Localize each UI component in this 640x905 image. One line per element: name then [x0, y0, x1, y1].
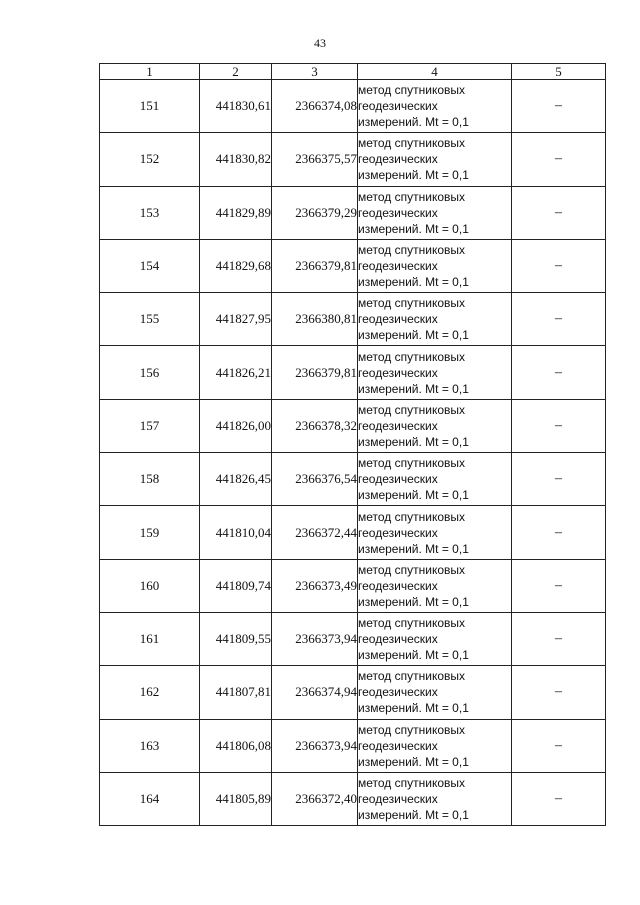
header-col-4: 4	[358, 64, 512, 80]
method-line: измерений. Mt = 0,1	[358, 488, 469, 503]
point-number-cell: 158	[100, 453, 200, 506]
x-coordinate-cell: 441829,68	[200, 239, 272, 292]
y-coordinate-cell: 2366375,57	[272, 133, 358, 186]
header-col-3: 3	[272, 64, 358, 80]
method-line: метод спутниковых	[358, 509, 466, 524]
method-line: метод спутниковых	[358, 722, 466, 737]
header-col-2: 2	[200, 64, 272, 80]
method-line: геодезических	[358, 738, 438, 753]
method-line: измерений. Mt = 0,1	[358, 541, 469, 556]
col5-cell: –	[512, 293, 606, 346]
table-row	[100, 80, 606, 133]
col5-cell: –	[512, 399, 606, 452]
table-body	[100, 80, 606, 826]
method-line: метод спутниковых	[358, 243, 466, 258]
point-number-cell: 156	[100, 346, 200, 399]
method-line: геодезических	[358, 365, 438, 380]
table-row	[100, 239, 606, 292]
y-coordinate-cell: 2366374,94	[272, 666, 358, 719]
method-cell	[358, 239, 512, 292]
method-line: измерений. Mt = 0,1	[358, 221, 469, 236]
method-line: геодезических	[358, 312, 438, 327]
method-cell	[358, 559, 512, 612]
point-number-cell: 160	[100, 559, 200, 612]
col5-cell: –	[512, 559, 606, 612]
method-line: метод спутниковых	[358, 776, 466, 790]
y-coordinate-cell: 2366379,29	[272, 186, 358, 239]
method-line: измерений. Mt = 0,1	[358, 115, 469, 130]
method-cell	[358, 506, 512, 559]
method-line: измерений. Mt = 0,1	[358, 381, 469, 396]
table-header-row	[100, 64, 606, 80]
method-line: измерений. Mt = 0,1	[358, 594, 469, 609]
method-line: метод спутниковых	[358, 402, 466, 417]
y-coordinate-cell: 2366379,81	[272, 239, 358, 292]
method-line: измерений. Mt = 0,1	[358, 701, 469, 716]
table-row	[100, 133, 606, 186]
method-line: метод спутниковых	[358, 456, 466, 471]
col5-cell: –	[512, 80, 606, 133]
method-cell	[358, 719, 512, 772]
method-line: измерений. Mt = 0,1	[358, 434, 469, 449]
col5-cell: –	[512, 186, 606, 239]
y-coordinate-cell: 2366373,49	[272, 559, 358, 612]
page-number: 43	[314, 36, 326, 50]
col5-cell: –	[512, 239, 606, 292]
col5-cell: –	[512, 719, 606, 772]
table-row	[100, 399, 606, 452]
method-cell	[358, 293, 512, 346]
table-row	[100, 719, 606, 772]
col5-cell: –	[512, 612, 606, 665]
method-cell	[358, 666, 512, 719]
method-line: геодезических	[358, 792, 438, 806]
method-line: геодезических	[358, 472, 438, 487]
table-row	[100, 612, 606, 665]
coordinates-table	[99, 63, 606, 826]
method-cell	[358, 453, 512, 506]
x-coordinate-cell: 441810,04	[200, 506, 272, 559]
method-line: геодезических	[358, 418, 438, 433]
method-cell	[358, 186, 512, 239]
point-number-cell: 164	[100, 772, 200, 825]
method-line: геодезических	[358, 632, 438, 647]
header-col-5: 5	[512, 64, 606, 80]
header-col-1: 1	[100, 64, 200, 80]
method-line: метод спутниковых	[358, 189, 466, 204]
x-coordinate-cell: 441827,95	[200, 293, 272, 346]
method-cell	[358, 612, 512, 665]
point-number-cell: 159	[100, 506, 200, 559]
method-line: геодезических	[358, 152, 438, 167]
method-line: метод спутниковых	[358, 562, 466, 577]
table-row	[100, 506, 606, 559]
point-number-cell: 151	[100, 80, 200, 133]
y-coordinate-cell: 2366373,94	[272, 612, 358, 665]
method-line: метод спутниковых	[358, 669, 466, 684]
method-line: измерений. Mt = 0,1	[358, 275, 469, 290]
col5-cell: –	[512, 772, 606, 825]
x-coordinate-cell: 441830,82	[200, 133, 272, 186]
method-line: измерений. Mt = 0,1	[358, 328, 469, 343]
point-number-cell: 162	[100, 666, 200, 719]
col5-cell: –	[512, 453, 606, 506]
point-number-cell: 155	[100, 293, 200, 346]
x-coordinate-cell: 441809,74	[200, 559, 272, 612]
x-coordinate-cell: 441809,55	[200, 612, 272, 665]
y-coordinate-cell: 2366372,40	[272, 772, 358, 825]
x-coordinate-cell: 441805,89	[200, 772, 272, 825]
x-coordinate-cell: 441826,00	[200, 399, 272, 452]
method-line: измерений. Mt = 0,1	[358, 808, 469, 822]
method-line: измерений. Mt = 0,1	[358, 754, 469, 769]
point-number-cell: 152	[100, 133, 200, 186]
method-line: метод спутниковых	[358, 296, 466, 311]
y-coordinate-cell: 2366372,44	[272, 506, 358, 559]
method-line: метод спутниковых	[358, 83, 466, 98]
x-coordinate-cell: 441826,21	[200, 346, 272, 399]
x-coordinate-cell: 441806,08	[200, 719, 272, 772]
table-row	[100, 186, 606, 239]
method-cell	[358, 399, 512, 452]
method-line: метод спутниковых	[358, 136, 466, 151]
table-row	[100, 666, 606, 719]
col5-cell: –	[512, 133, 606, 186]
method-line: геодезических	[358, 685, 438, 700]
method-line: геодезических	[358, 99, 438, 114]
method-line: метод спутниковых	[358, 616, 466, 631]
method-line: геодезических	[358, 205, 438, 220]
method-line: измерений. Mt = 0,1	[358, 648, 469, 663]
col5-cell: –	[512, 346, 606, 399]
method-line: геодезических	[358, 525, 438, 540]
method-line: геодезических	[358, 578, 438, 593]
method-line: измерений. Mt = 0,1	[358, 168, 469, 183]
table-row	[100, 453, 606, 506]
method-cell	[358, 346, 512, 399]
point-number-cell: 153	[100, 186, 200, 239]
point-number-cell: 157	[100, 399, 200, 452]
table-row	[100, 559, 606, 612]
y-coordinate-cell: 2366376,54	[272, 453, 358, 506]
table-row	[100, 293, 606, 346]
y-coordinate-cell: 2366379,81	[272, 346, 358, 399]
point-number-cell: 161	[100, 612, 200, 665]
method-cell	[358, 80, 512, 133]
point-number-cell: 154	[100, 239, 200, 292]
method-line: геодезических	[358, 259, 438, 274]
table-row	[100, 346, 606, 399]
x-coordinate-cell: 441829,89	[200, 186, 272, 239]
method-cell	[358, 133, 512, 186]
y-coordinate-cell: 2366373,94	[272, 719, 358, 772]
col5-cell: –	[512, 666, 606, 719]
x-coordinate-cell: 441807,81	[200, 666, 272, 719]
x-coordinate-cell: 441830,61	[200, 80, 272, 133]
y-coordinate-cell: 2366378,32	[272, 399, 358, 452]
y-coordinate-cell: 2366380,81	[272, 293, 358, 346]
method-cell	[358, 772, 512, 825]
method-line: метод спутниковых	[358, 349, 466, 364]
col5-cell: –	[512, 506, 606, 559]
table-row	[100, 772, 606, 825]
x-coordinate-cell: 441826,45	[200, 453, 272, 506]
point-number-cell: 163	[100, 719, 200, 772]
y-coordinate-cell: 2366374,08	[272, 80, 358, 133]
